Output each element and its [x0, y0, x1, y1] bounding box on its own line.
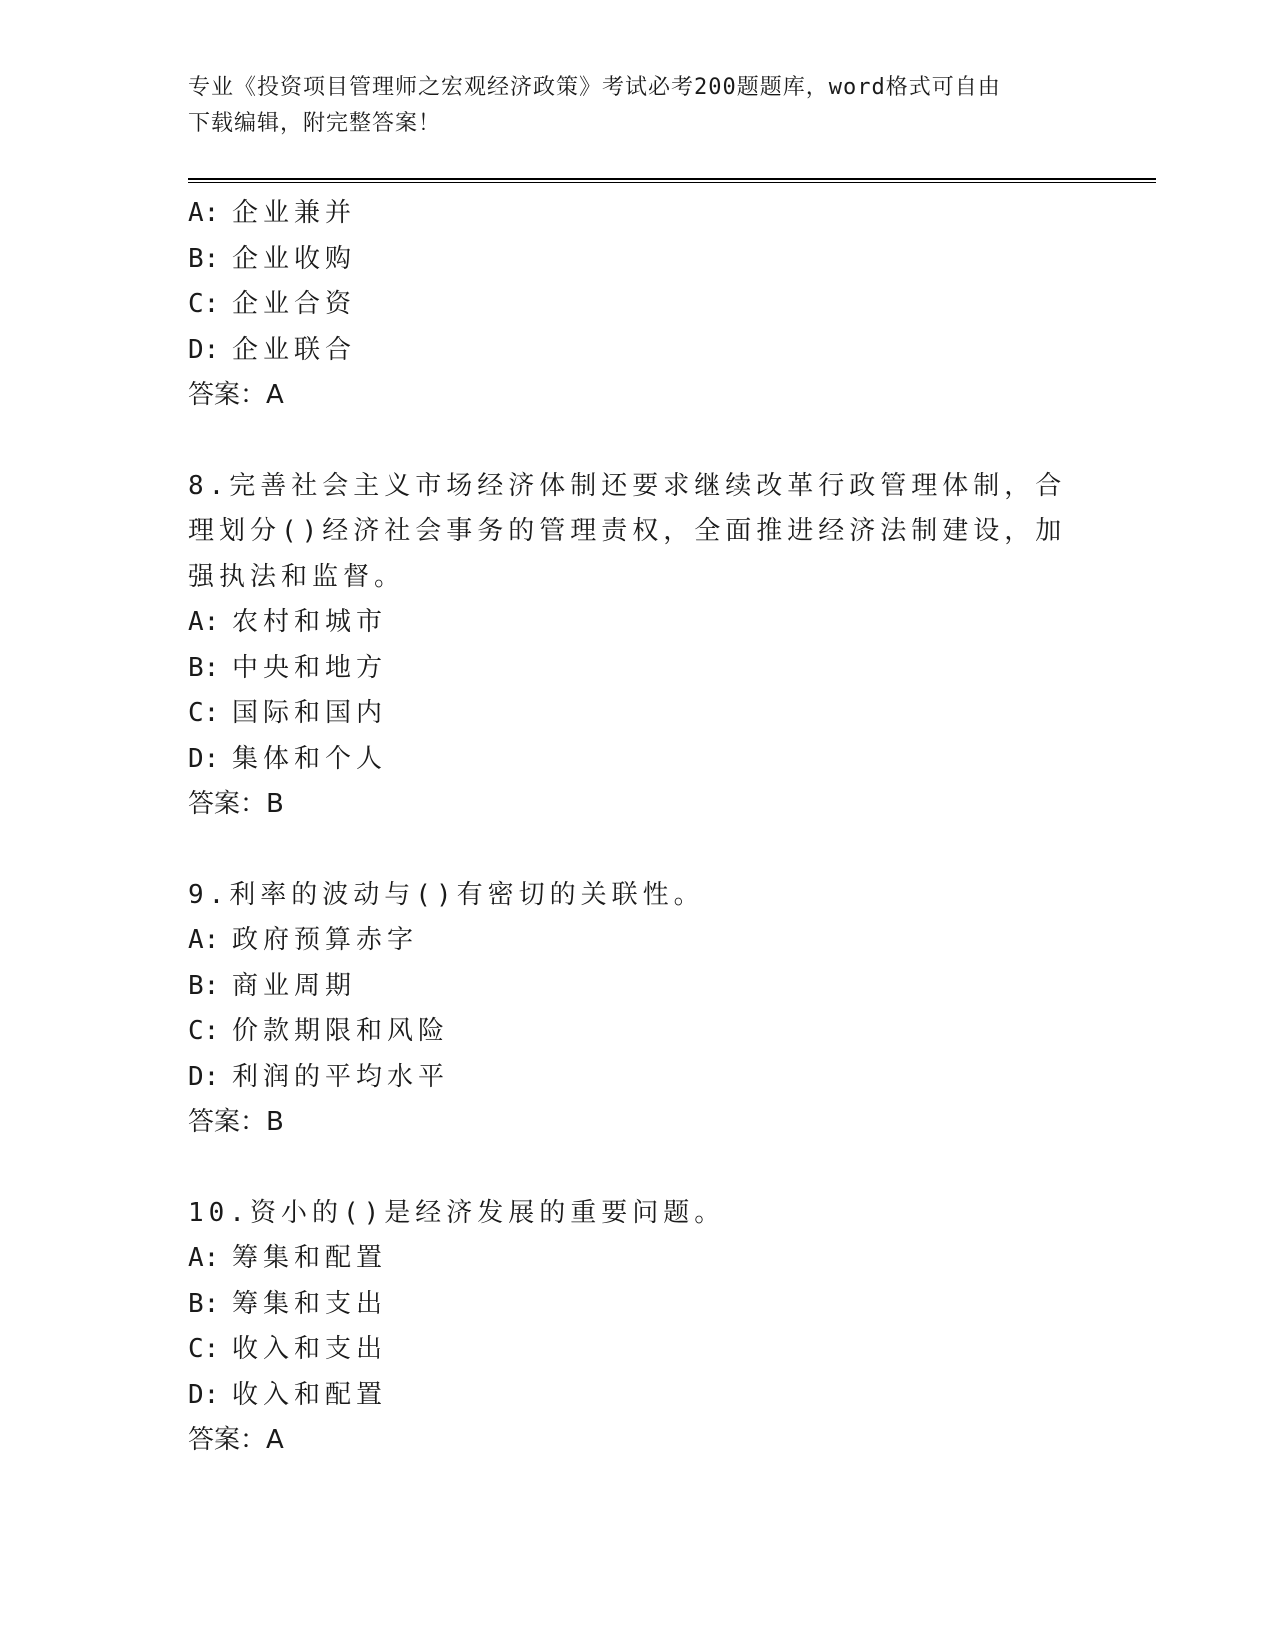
option-text: 收入和配置	[232, 1379, 388, 1410]
option-letter: D:	[188, 1379, 220, 1410]
answer-line: 答案：A	[188, 1425, 284, 1455]
option-c	[188, 1327, 1068, 1373]
option-b	[188, 1282, 1068, 1328]
header-line-2: 下载编辑，附完整答案！	[188, 111, 442, 136]
question-text: 10.资小的()是经济发展的重要问题。	[188, 1197, 726, 1228]
option-letter: B:	[188, 243, 220, 274]
option-letter: C:	[188, 289, 220, 319]
option-text: 中央和地方	[232, 652, 388, 683]
option-text: 企业联合	[232, 334, 357, 365]
option-letter: A:	[188, 607, 220, 637]
question-block-10	[188, 1191, 1068, 1464]
option-text: 筹集和配置	[232, 1243, 388, 1273]
option-letter: B:	[188, 1288, 220, 1319]
option-a	[188, 918, 1068, 964]
option-text: 价款期限和风险	[232, 1016, 450, 1046]
option-c	[188, 282, 1068, 328]
option-letter: C:	[188, 1334, 220, 1364]
document-header	[188, 70, 1088, 142]
option-a	[188, 600, 1068, 646]
option-letter: A:	[188, 198, 220, 228]
option-text: 商业周期	[232, 970, 357, 1001]
question-block-partial	[188, 191, 1068, 419]
option-letter: D:	[188, 334, 220, 365]
header-divider	[188, 178, 1156, 183]
header-line-1: 专业《投资项目管理师之宏观经济政策》考试必考200题题库，word格式可自由	[188, 75, 1001, 100]
option-letter: B:	[188, 652, 220, 683]
answer-line: 答案：B	[188, 789, 284, 819]
option-text: 企业兼并	[232, 198, 357, 228]
option-text: 筹集和支出	[232, 1288, 388, 1319]
option-d	[188, 737, 1068, 783]
option-letter: C:	[188, 1016, 220, 1046]
option-d	[188, 1055, 1068, 1101]
option-text: 企业收购	[232, 243, 357, 274]
question-block-9	[188, 873, 1068, 1146]
option-letter: C:	[188, 698, 220, 728]
option-c	[188, 691, 1068, 737]
question-text: 9.利率的波动与()有密切的关联性。	[188, 879, 705, 910]
option-d	[188, 1373, 1068, 1419]
option-b	[188, 646, 1068, 692]
option-c	[188, 1009, 1068, 1055]
option-b	[188, 237, 1068, 283]
option-d	[188, 328, 1068, 374]
option-letter: A:	[188, 1243, 220, 1273]
question-block-8	[188, 464, 1068, 828]
option-letter: A:	[188, 925, 220, 955]
option-text: 企业合资	[232, 289, 357, 319]
option-letter: B:	[188, 970, 220, 1001]
option-a	[188, 1236, 1068, 1282]
answer-line: 答案：B	[188, 1107, 284, 1137]
option-text: 国际和国内	[232, 698, 388, 728]
option-letter: D:	[188, 1061, 220, 1092]
option-text: 利润的平均水平	[232, 1061, 450, 1092]
option-b	[188, 964, 1068, 1010]
option-text: 收入和支出	[232, 1334, 388, 1364]
option-a	[188, 191, 1068, 237]
question-list	[188, 191, 1068, 1464]
option-letter: D:	[188, 743, 220, 774]
option-text: 集体和个人	[232, 743, 388, 774]
option-text: 政府预算赤字	[232, 925, 419, 955]
option-text: 农村和城市	[232, 607, 388, 637]
answer-line: 答案：A	[188, 380, 284, 410]
question-text: 8.完善社会主义市场经济体制还要求继续改革行政管理体制，合理划分()经济社会事务的管理责权，全面推进经济法制建设，加强执法和监督。	[188, 470, 1067, 592]
